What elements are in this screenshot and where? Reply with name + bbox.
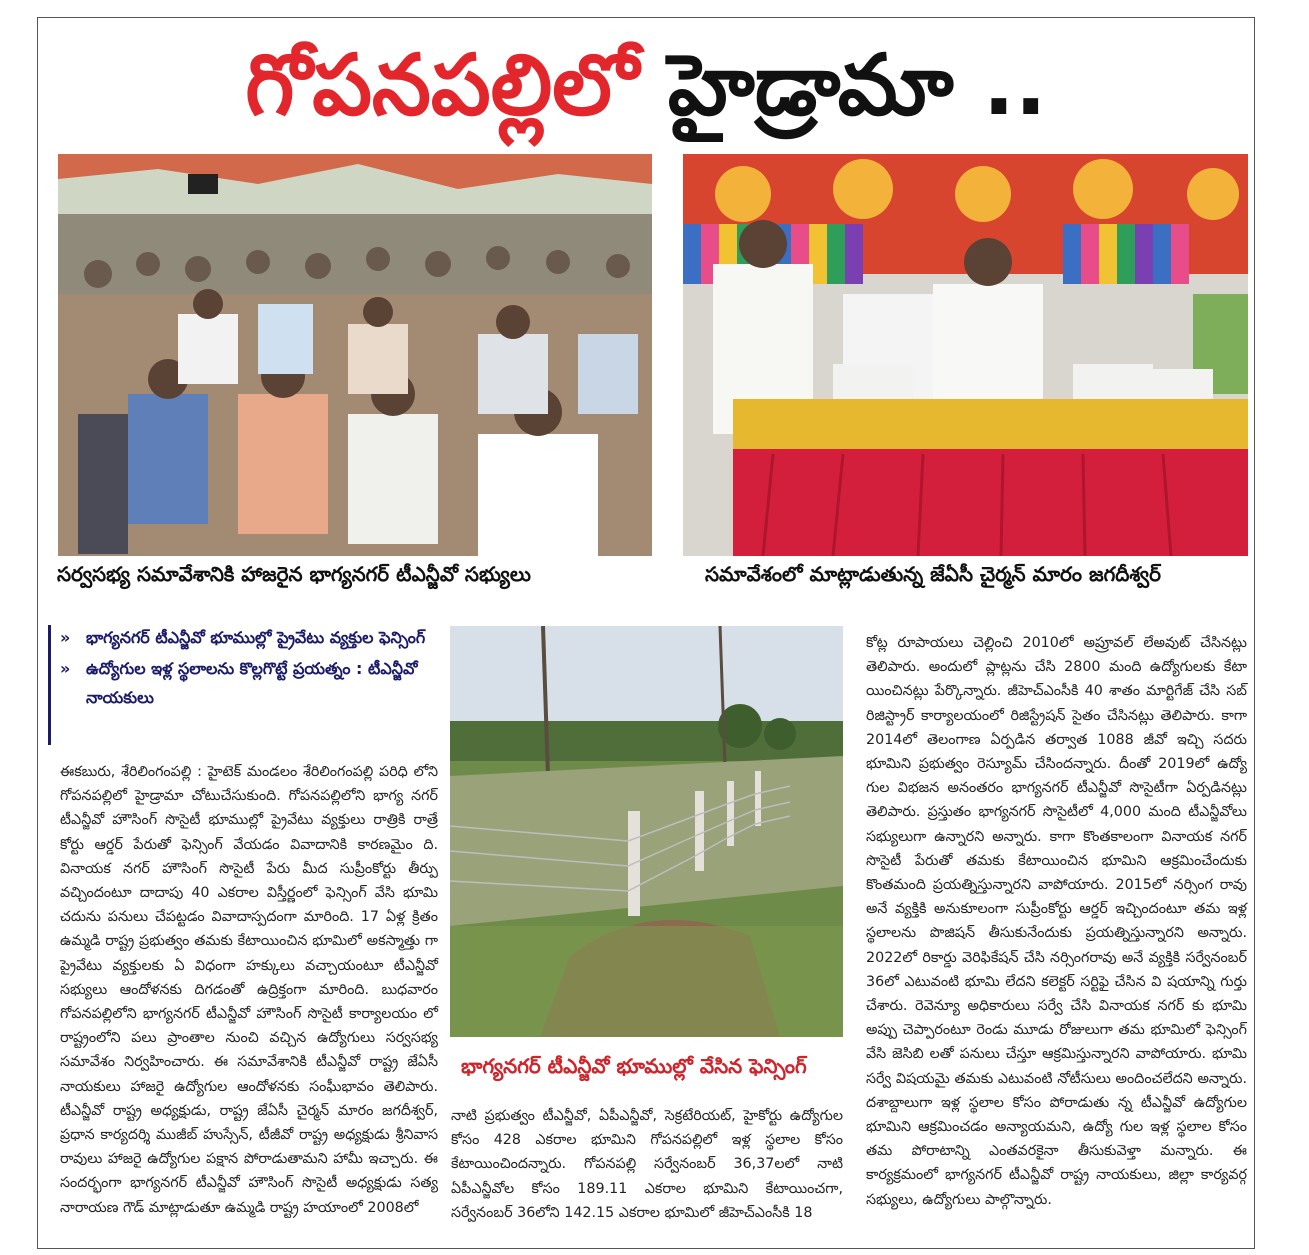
headline-red: గోపనపల్లిలో xyxy=(245,36,639,134)
headline-black: హైడ్రామా .. xyxy=(667,36,1047,134)
speaker-caption: సమావేశంలో మాట్లాడుతున్న జేఏసీ చైర్మన్ మారం జగదీశ్వర్ xyxy=(705,562,1161,586)
article-text: నాటి ప్రభుత్వం టీఎన్జీవో, ఏపీఎన్జీవో, సెక్రటేరియట్, హైకోర్టు ఉద్యోగుల కోసం 428 ఎకరాల భూమిని గోపనపల్లిలో ఇళ్ల స్థలాల కోసం కేటాయించిందన్నారు. గోపనపల్లి సర్వేనంబర్ 36,37లలో నాటి ఏపీఎన్జీవోల కోసం 189.11 ఎకరాల భూమిని కేటాయించగా, సర్వేనంబర్ 36లోని 142.15 ఎకరాల భూమిలో జీహెచ్ఎంసీకి 18 xyxy=(451,1108,843,1221)
bullet-rule xyxy=(48,625,51,745)
audience-photo xyxy=(58,154,652,556)
fencing-caption: భాగ్యనగర్ టీఎన్జీవో భూముల్లో వేసిన ఫెన్సింగ్ xyxy=(461,1054,807,1078)
bullet-item xyxy=(60,654,438,712)
audience-caption: సర్వసభ్య సమావేశానికి హాజరైన భాగ్యనగర్ టీఎన్జీవో సభ్యులు xyxy=(57,562,531,586)
bullet-mark: » xyxy=(60,659,71,678)
headline xyxy=(38,20,1254,150)
bullet-item xyxy=(60,623,438,652)
article-text: ఈకబురు, శేరిలింగంపల్లి : హైటెక్ మండలం శేరిలింగంపల్లి పరిధి లోని గోపనపల్లిలో హైడ్రామా చోటుచేసుకుంది. గోపనపల్లిలోని భాగ్య నగర్ టీఎన్జీవో హౌసింగ్ సొసైటీ భూముల్లో ప్రైవేటు వ్యక్తులు రాత్రికి రాత్రే కోర్టు ఆర్డర్ పేరుతో ఫెన్సింగ్ వేయడం వివాదానికి కారణమైం ది. వినాయక నగర్ హౌసింగ్ సొసైటీ పేరు మీద సుప్రీంకోర్టు తీర్పు వచ్చిందంటూ దాదాపు 40 ఎకరాల విస్తీర్ణంలో ఫెన్సింగ్ వేసి భూమి చదును పనులు చేపట్టడం వివాదాస్పదంగా మారింది. 17 ఏళ్ల క్రితం ఉమ్మడి రాష్ట్ర ప్రభుత్వం తమకు కేటాయించిన భూమిలో అకస్మాత్తు గా ప్రైవేటు వ్యక్తులకు ఏ విధంగా హక్కులు వచ్చాయంటూ టీఎన్జీవో సభ్యులు ఆందోళనకు దిగడంతో ఉద్రిక్తంగా మారింది. బుధవారం గోపనపల్లిలోని భాగ్యనగర్ టీఎన్జీవో హౌసింగ్ సొసైటీ కార్యాలయం లో రాష్ట్రంలోని పలు ప్రాంతాల నుంచి వచ్చిన ఉద్యోగులు సర్వసభ్య సమావేశం నిర్వహించారు. ఈ సమావేశానికి టీఎన్జీవో రాష్ట్ర జేఏసీ నాయకులు హాజరై ఉద్యోగుల ఆందోళనకు సంఘీభావం తెలిపారు. టీఎన్జీవో రాష్ట్ర అధ్యక్షుడు, రాష్ట్ర జేఏసీ చైర్మన్ మారం జగదీశ్వర్, ప్రధాన కార్యదర్శి ముజీబ్ హుస్సేన్, టీజీవో రాష్ట్ర అధ్యక్షుడు శ్రీనివాస రావులు హాజరై ఉద్యోగుల పక్షాన పోరాడుతామని హామీ ఇచ్చారు. ఈ సందర్భంగా భాగ్యనగర్ టీఎన్జీవో హౌసింగ్ సొసైటీ అధ్యక్షుడు సత్య నారాయణ గౌడ్ మాట్లాడుతూ ఉమ్మడి రాష్ట్ర హయాంలో 2008లో xyxy=(60,764,438,1216)
bullet-text: ఉద్యోగుల ఇళ్ల స్థలాలను కొల్లగొట్టే ప్రయత్నం : టీఎన్జీవో నాయకులు xyxy=(86,659,418,707)
speaker-photo xyxy=(683,154,1248,556)
fencing-photo xyxy=(450,626,843,1037)
bullet-mark: » xyxy=(60,628,71,647)
article-column-3 xyxy=(866,631,1247,1212)
article-text: కోట్ల రూపాయలు చెల్లించి 2010లో అప్రూవల్ లేఅవుట్ చేసినట్లు తెలిపారు. అందులో ప్లాట్లను చేసి 2800 మంది ఉద్యోగులకు కేటా యించినట్లు పేర్కొన్నారు. జీహెచ్ఎంసీకి 40 శాతం మార్టిగేజ్ చేసి సబ్ రిజిస్ట్రార్ కార్యాలయంలో రిజిస్ట్రేషన్ సైతం చేసినట్లు తెలిపారు. కాగా 2014లో తెలంగాణ ఏర్పడిన తర్వాత 1088 జీవో ఇచ్చి సదరు భూమిని ప్రభుత్వం రెస్యూమ్ చేసిందన్నారు. దీంతో 2019లో ఉద్యో గుల విభజన అనంతరం భాగ్యనగర్ టీఎన్జీవో సొసైటీగా ఏర్పడినట్లు తెలిపారు. ప్రస్తుతం భాగ్యనగర్ సొసైటీలో 4,000 మంది టీఎన్జీవోలు సభ్యులుగా ఉన్నారని అన్నారు. కాగా కొంతకాలంగా వినాయక నగర్ సొసైటీ పేరుతో తమకు కేటాయించిన భూమిని ఆక్రమించేందుకు కొంతమంది ప్రయత్నిస్తున్నారని వాపోయారు. 2015లో నర్సింగ రావు అనే వ్యక్తికి అనుకూలంగా సుప్రీంకోర్టు ఆర్డర్ ఇచ్చిందంటూ తమ ఇళ్ల స్థలాలను పొజిషన్ తీసుకునేందుకు ప్రయత్నిస్తున్నారని అన్నారు. 2022లో రికార్డు వెరిఫికేషన్ చేసి నర్సింగరావు అనే వ్యక్తికి సర్వేనంబర్ 36లో ఎటువంటి భూమి లేదని కలెక్టర్ సర్టిఫై చేసిన వి షయాన్ని గుర్తు చేశారు. రెవెన్యూ అధికారులు సర్వే చేసి వినాయక నగర్ కు భూమి అప్పు చెప్పారంటూ రెండు మూడు రోజులుగా తమ భూమిలో ఫెన్సింగ్ వేసి జెసిబి లతో పనులు చేస్తూ ఆక్రమిస్తున్నారని వాపోయారు. భూమి సర్వే విషయమై తమకు ఎటువంటి నోటీసులు అందించలేదని అన్నారు. దశాబ్దాలుగా ఇళ్ల స్థలాల కోసం పోరాడుతు న్న టీఎన్జీవో ఉద్యోగుల భూమిని ఆక్రమించడం అన్యాయమని, ఉద్యో గుల ఇళ్ల స్థలాల కోసం తమ పోరాటాన్ని ఎంతవరకైనా తీసుకువెళ్తా మన్నారు. ఈ కార్యక్రమంలో భాగ్యనగర్ టీఎన్జీవో రాష్ట్ర నాయకులు, జిల్లా కార్యవర్గ సభ్యులు, ఉద్యోగులు పాల్గొన్నారు. xyxy=(866,635,1247,1208)
highlight-bullets xyxy=(60,623,438,714)
article-column-1 xyxy=(60,760,438,1220)
article-column-2 xyxy=(451,1104,843,1225)
bullet-text: భాగ్యనగర్ టీఎన్జీవో భూముల్లో ప్రైవేటు వ్యక్తుల ఫెన్సింగ్ xyxy=(86,628,426,647)
